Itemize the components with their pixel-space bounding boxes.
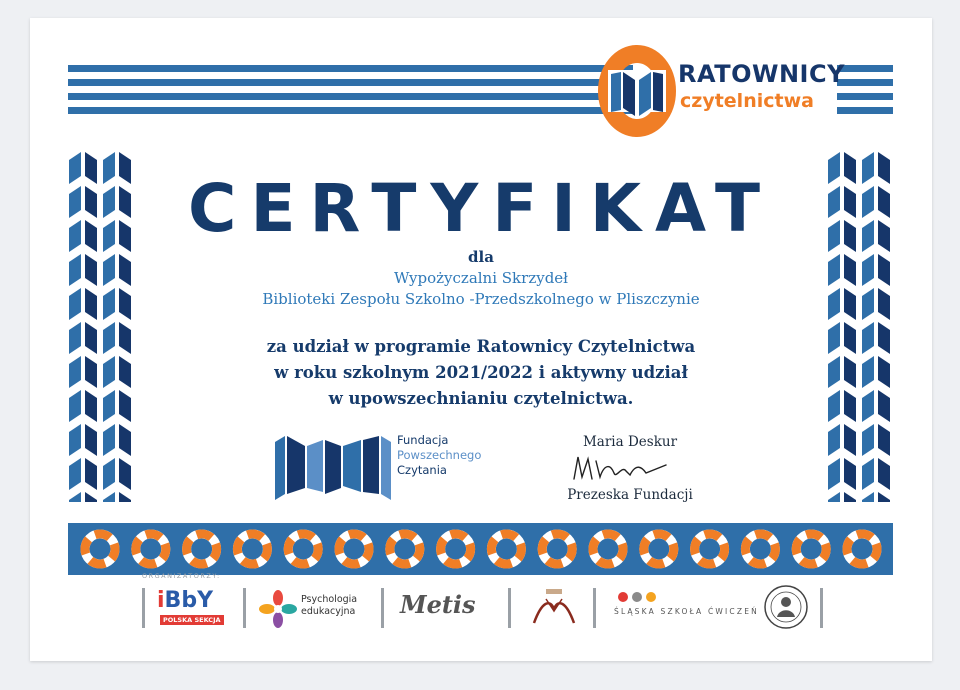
organizers-separator-1 (142, 588, 145, 628)
organizers-separator-4 (508, 588, 511, 628)
organizers-label: ORGANIZATORZY: (142, 572, 221, 580)
silesian-school-dots-icon (617, 591, 665, 603)
body-line-3: w upowszechnianiu czytelnictwa. (328, 389, 634, 408)
organizers-separator-6 (820, 588, 823, 628)
handwritten-signature (570, 451, 670, 487)
foundation-logo-icon (275, 436, 393, 500)
body-line-1: za udział w programie Ratownicy Czytelnictwa (266, 337, 696, 356)
organizers-separator-3 (381, 588, 384, 628)
signatory-role: Prezeska Fundacji (567, 487, 693, 503)
ibby-logo-subtitle: POLSKA SEKCJA (160, 615, 224, 625)
top-stripe-right-2 (837, 79, 893, 86)
lifebuoy-icon (640, 530, 678, 568)
lifebuoy-row (68, 523, 893, 575)
ensemble-dancers-logo-icon (524, 587, 584, 627)
top-stripe-left-1 (68, 65, 633, 72)
top-stripe-left-3 (68, 93, 633, 100)
lifebuoy-icon (386, 530, 424, 568)
top-stripe-right-3 (837, 93, 893, 100)
psychology-logo-line1: Psychologia (301, 594, 358, 605)
ibby-logo (157, 588, 213, 613)
foundation-name (397, 433, 481, 478)
certificate-title: CERTYFIKAT (188, 170, 774, 247)
top-stripe-left-4 (68, 107, 633, 114)
program-logo-title: RATOWNICY (678, 60, 845, 88)
silesian-school-logo-text: ŚLĄSKA SZKOŁA ĆWICZEŃ (614, 607, 759, 616)
top-stripe-left-2 (68, 79, 633, 86)
lifebuoy-icon (792, 530, 830, 568)
lifebuoy-icon (81, 530, 119, 568)
lifebuoy-icon (690, 530, 728, 568)
top-stripe-right-1 (837, 65, 893, 72)
recipient-line-1: Wypożyczalni Skrzydeł (393, 269, 569, 287)
lifebuoy-icon (741, 530, 779, 568)
certificate-page (30, 18, 932, 661)
lifebuoy-logo-icon (595, 42, 679, 140)
lifebuoy-icon (589, 530, 627, 568)
lifebuoy-icon (538, 530, 576, 568)
metis-logo: Metis (400, 590, 476, 619)
lifebuoy-icon (436, 530, 474, 568)
lifebuoy-icon (132, 530, 170, 568)
lifebuoy-icon (284, 530, 322, 568)
lifebuoy-icon (843, 530, 881, 568)
lifebuoy-icon (335, 530, 373, 568)
psychology-logo-text (301, 594, 357, 618)
organizers-separator-2 (243, 588, 246, 628)
lifebuoy-icon (182, 530, 220, 568)
organizers-separator-5 (593, 588, 596, 628)
lifebuoy-icon (233, 530, 271, 568)
school-seal-icon (763, 584, 809, 630)
psychology-flower-icon (258, 589, 298, 629)
body-line-2: w roku szkolnym 2021/2022 i aktywny udział (274, 363, 688, 382)
lifebuoy-icon (487, 530, 525, 568)
ibby-logo-text: BbY (164, 588, 213, 613)
foundation-name-line2: Powszechnego (397, 448, 482, 462)
psychology-logo-line2: edukacyjna (301, 606, 356, 617)
foundation-name-line3: Czytania (397, 463, 447, 477)
program-logo-subtitle: czytelnictwa (680, 90, 814, 112)
ibby-logo-i: i (157, 588, 165, 613)
top-stripe-right-4 (837, 107, 893, 114)
recipient-line-2: Biblioteki Zespołu Szkolno -Przedszkolnego w Pliszczynie (262, 290, 700, 308)
foundation-name-line1: Fundacja (397, 433, 449, 447)
for-label: dla (468, 248, 494, 266)
signatory-name: Maria Deskur (582, 434, 678, 450)
